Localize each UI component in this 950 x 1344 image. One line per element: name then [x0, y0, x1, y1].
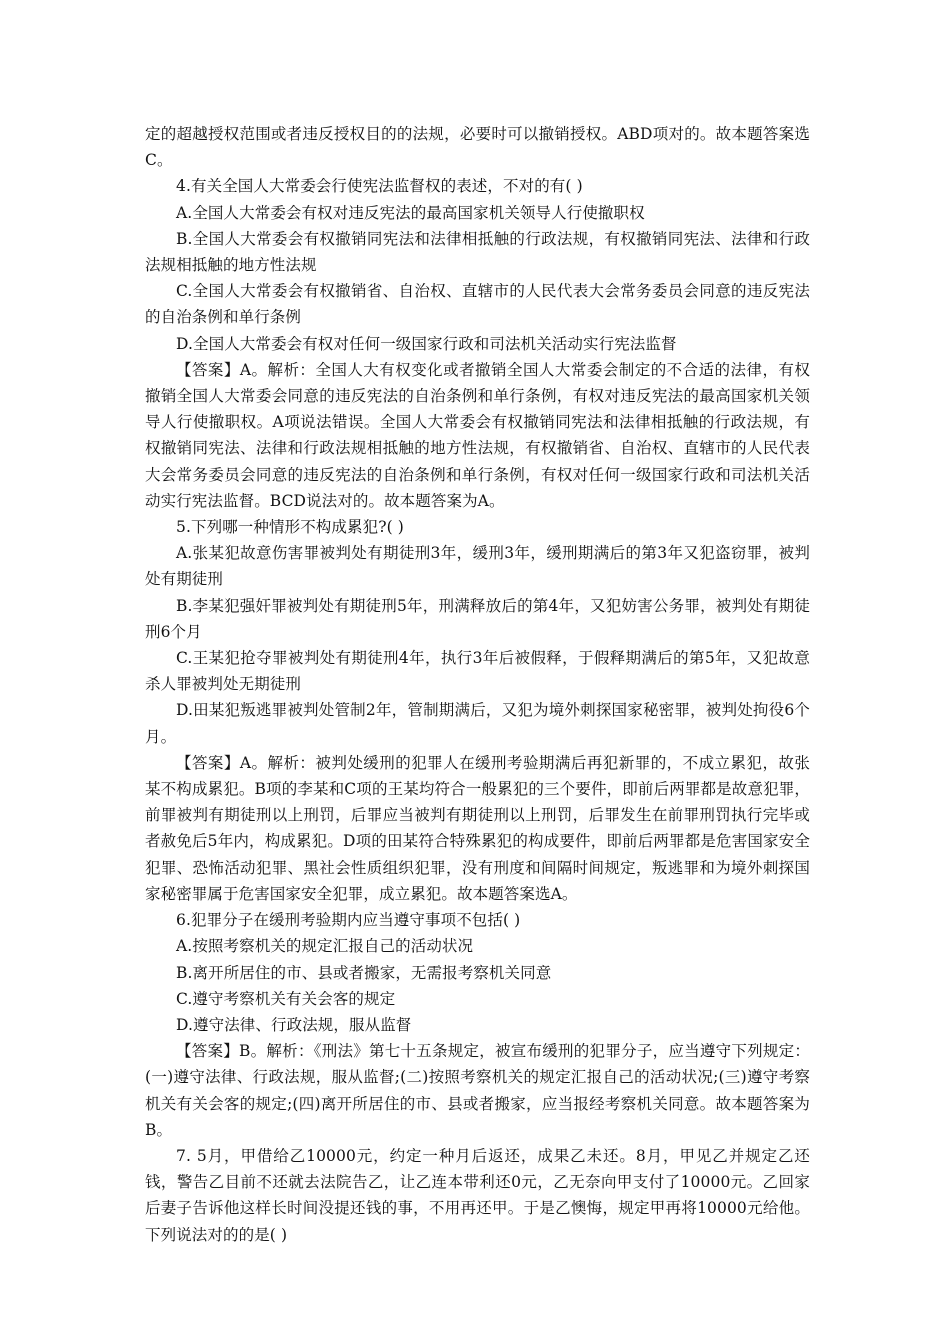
question-5-option-c: C.王某犯抢夺罪被判处有期徒刑4年，执行3年后被假释，于假释期满后的第5年，又犯故意杀人罪被判处无期徒刑 — [145, 649, 810, 694]
question-6-option-c: C.遵守考察机关有关会客的规定 — [176, 989, 396, 1008]
answer-continuation: 定的超越授权范围或者违反授权目的的法规，必要时可以撤销授权。ABD项对的。故本题答案选C。 — [145, 125, 810, 170]
question-4-option-d: D.全国人大常委会有权对任何一级国家行政和司法机关活动实行宪法监督 — [176, 334, 677, 353]
question-4-option-c: C.全国人大常委会有权撤销省、自治权、直辖市的人民代表大会常务委员会同意的违反宪法的自治条例和单行条例 — [145, 282, 810, 327]
question-4-option-b: B.全国人大常委会有权撤销同宪法和法律相抵触的行政法规，有权撤销同宪法、法律和行政法规相抵触的地方性法规 — [145, 229, 810, 275]
question-5: 5.下列哪一种情形不构成累犯?( ) — [176, 518, 404, 537]
question-5-option-a: A.张某犯故意伤害罪被判处有期徒刑3年，缓刑3年，缓刑期满后的第3年又犯盗窃罪，被判处有期徒刑 — [145, 544, 810, 589]
question-4-answer: 【答案】A。解析：全国人大有权变化或者撤销全国人大常委会制定的不合适的法律，有权撤销全国人大常委会同意的违反宪法的自治条例和单行条例，有权对违反宪法的最高国家机关领导人行使撤职权。A项说法错误。全国人大常委会有权撤销同宪法和法律相抵触的行政法规，有权撤销同宪法、法律和行政法规相抵触的地方性法规，有权撤销省、自治权、直辖市的人民代表大会常务委员会同意的违反宪法的自治条例和单行条例，有权对任何一级国家行政和司法机关活动实行宪法监督。BCD说法对的。故本题答案为A。 — [145, 360, 810, 510]
question-6-option-a: A.按照考察机关的规定汇报自己的活动状况 — [176, 937, 474, 956]
question-7: 7. 5月，甲借给乙10000元，约定一种月后返还，成果乙未还。8月，甲见乙并规定乙还钱，警告乙目前不还就去法院告乙，让乙连本带利还0元，乙无奈向甲支付了10000元。乙回家后妻子告诉他这样长时间没提还钱的事，不用再还甲。于是乙懊悔，规定甲再将10000元给他。下列说法对的的是( ) — [145, 1146, 810, 1244]
document-body — [145, 121, 810, 1248]
question-4: 4.有关全国人大常委会行使宪法监督权的表述，不对的有( ) — [176, 177, 583, 196]
question-6-option-d: D.遵守法律、行政法规，服从监督 — [176, 1015, 412, 1034]
question-5-answer: 【答案】A。解析：被判处缓刑的犯罪人在缓刑考验期满后再犯新罪的，不成立累犯，故张某不构成累犯。B项的李某和C项的王某均符合一般累犯的三个要件，即前后两罪都是故意犯罪，前罪被判有期徒刑以上刑罚，后罪应当被判有期徒刑以上刑罚，后罪发生在前罪刑罚执行完毕或者赦免后5年内，构成累犯。D项的田某符合特殊累犯的构成要件，即前后两罪都是危害国家安全犯罪、恐怖活动犯罪、黑社会性质组织犯罪，没有刑度和间隔时间规定，叛逃罪和为境外刺探国家秘密罪属于危害国家安全犯罪，成立累犯。故本题答案选A。 — [145, 753, 810, 903]
question-5-option-d: D.田某犯叛逃罪被判处管制2年，管制期满后，又犯为境外刺探国家秘密罪，被判处拘役6个月。 — [145, 701, 810, 746]
question-6-answer: 【答案】B。解析：《刑法》第七十五条规定，被宣布缓刑的犯罪分子，应当遵守下列规定：(一)遵守法律、行政法规，服从监督;(二)按照考察机关的规定汇报自己的活动状况;(三)遵守考察机关有关会客的规定;(四)离开所居住的市、县或者搬家，应当报经考察机关同意。故本题答案为B。 — [145, 1042, 810, 1139]
question-6: 6.犯罪分子在缓刑考验期内应当遵守事项不包括( ) — [176, 911, 521, 930]
question-5-option-b: B.李某犯强奸罪被判处有期徒刑5年，刑满释放后的第4年，又犯妨害公务罪，被判处有期徒刑6个月 — [145, 596, 810, 641]
question-4-option-a: A.全国人大常委会有权对违反宪法的最高国家机关领导人行使撤职权 — [176, 203, 645, 222]
question-6-option-b: B.离开所居住的市、县或者搬家，无需报考察机关同意 — [176, 963, 552, 982]
